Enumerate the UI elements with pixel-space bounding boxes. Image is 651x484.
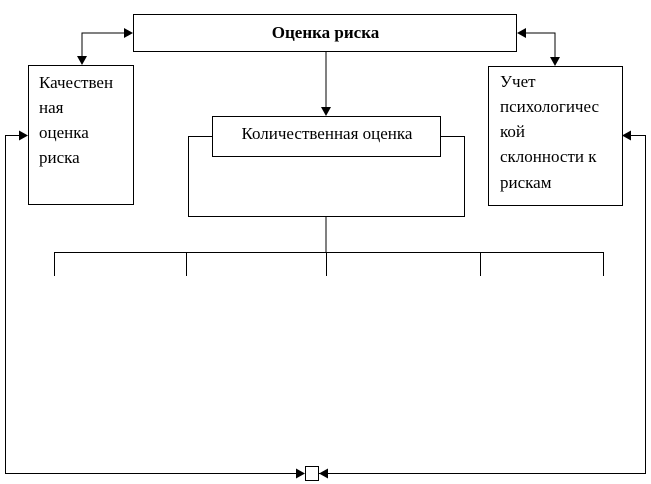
arrow-to-junction-left: [296, 469, 305, 479]
arrow-to-left-box: [77, 56, 87, 65]
left-box-line-4: риска: [39, 148, 80, 167]
junction-square: [306, 467, 319, 481]
right-box-line-4: склонности к: [500, 147, 597, 166]
arrow-to-left-box-feedback: [19, 131, 28, 141]
arrow-to-right-box: [550, 57, 560, 66]
right-box-line-3: кой: [500, 122, 525, 141]
arrow-to-middle-box: [321, 107, 331, 116]
right-box-line-2: психологичес: [500, 97, 599, 116]
left-box-line-3: оценка: [39, 123, 89, 142]
arrow-to-right-box-feedback: [622, 131, 631, 141]
right-box-line-5: рискам: [500, 173, 552, 192]
left-box-line-1: Качествен: [39, 73, 114, 92]
top-box-label: Оценка риска: [271, 23, 380, 42]
right-box-line-1: Учет: [500, 72, 536, 91]
middle-box-label: Количественная оценка: [241, 124, 413, 143]
left-box-line-2: ная: [39, 98, 64, 117]
arrow-to-junction-right: [319, 469, 328, 479]
